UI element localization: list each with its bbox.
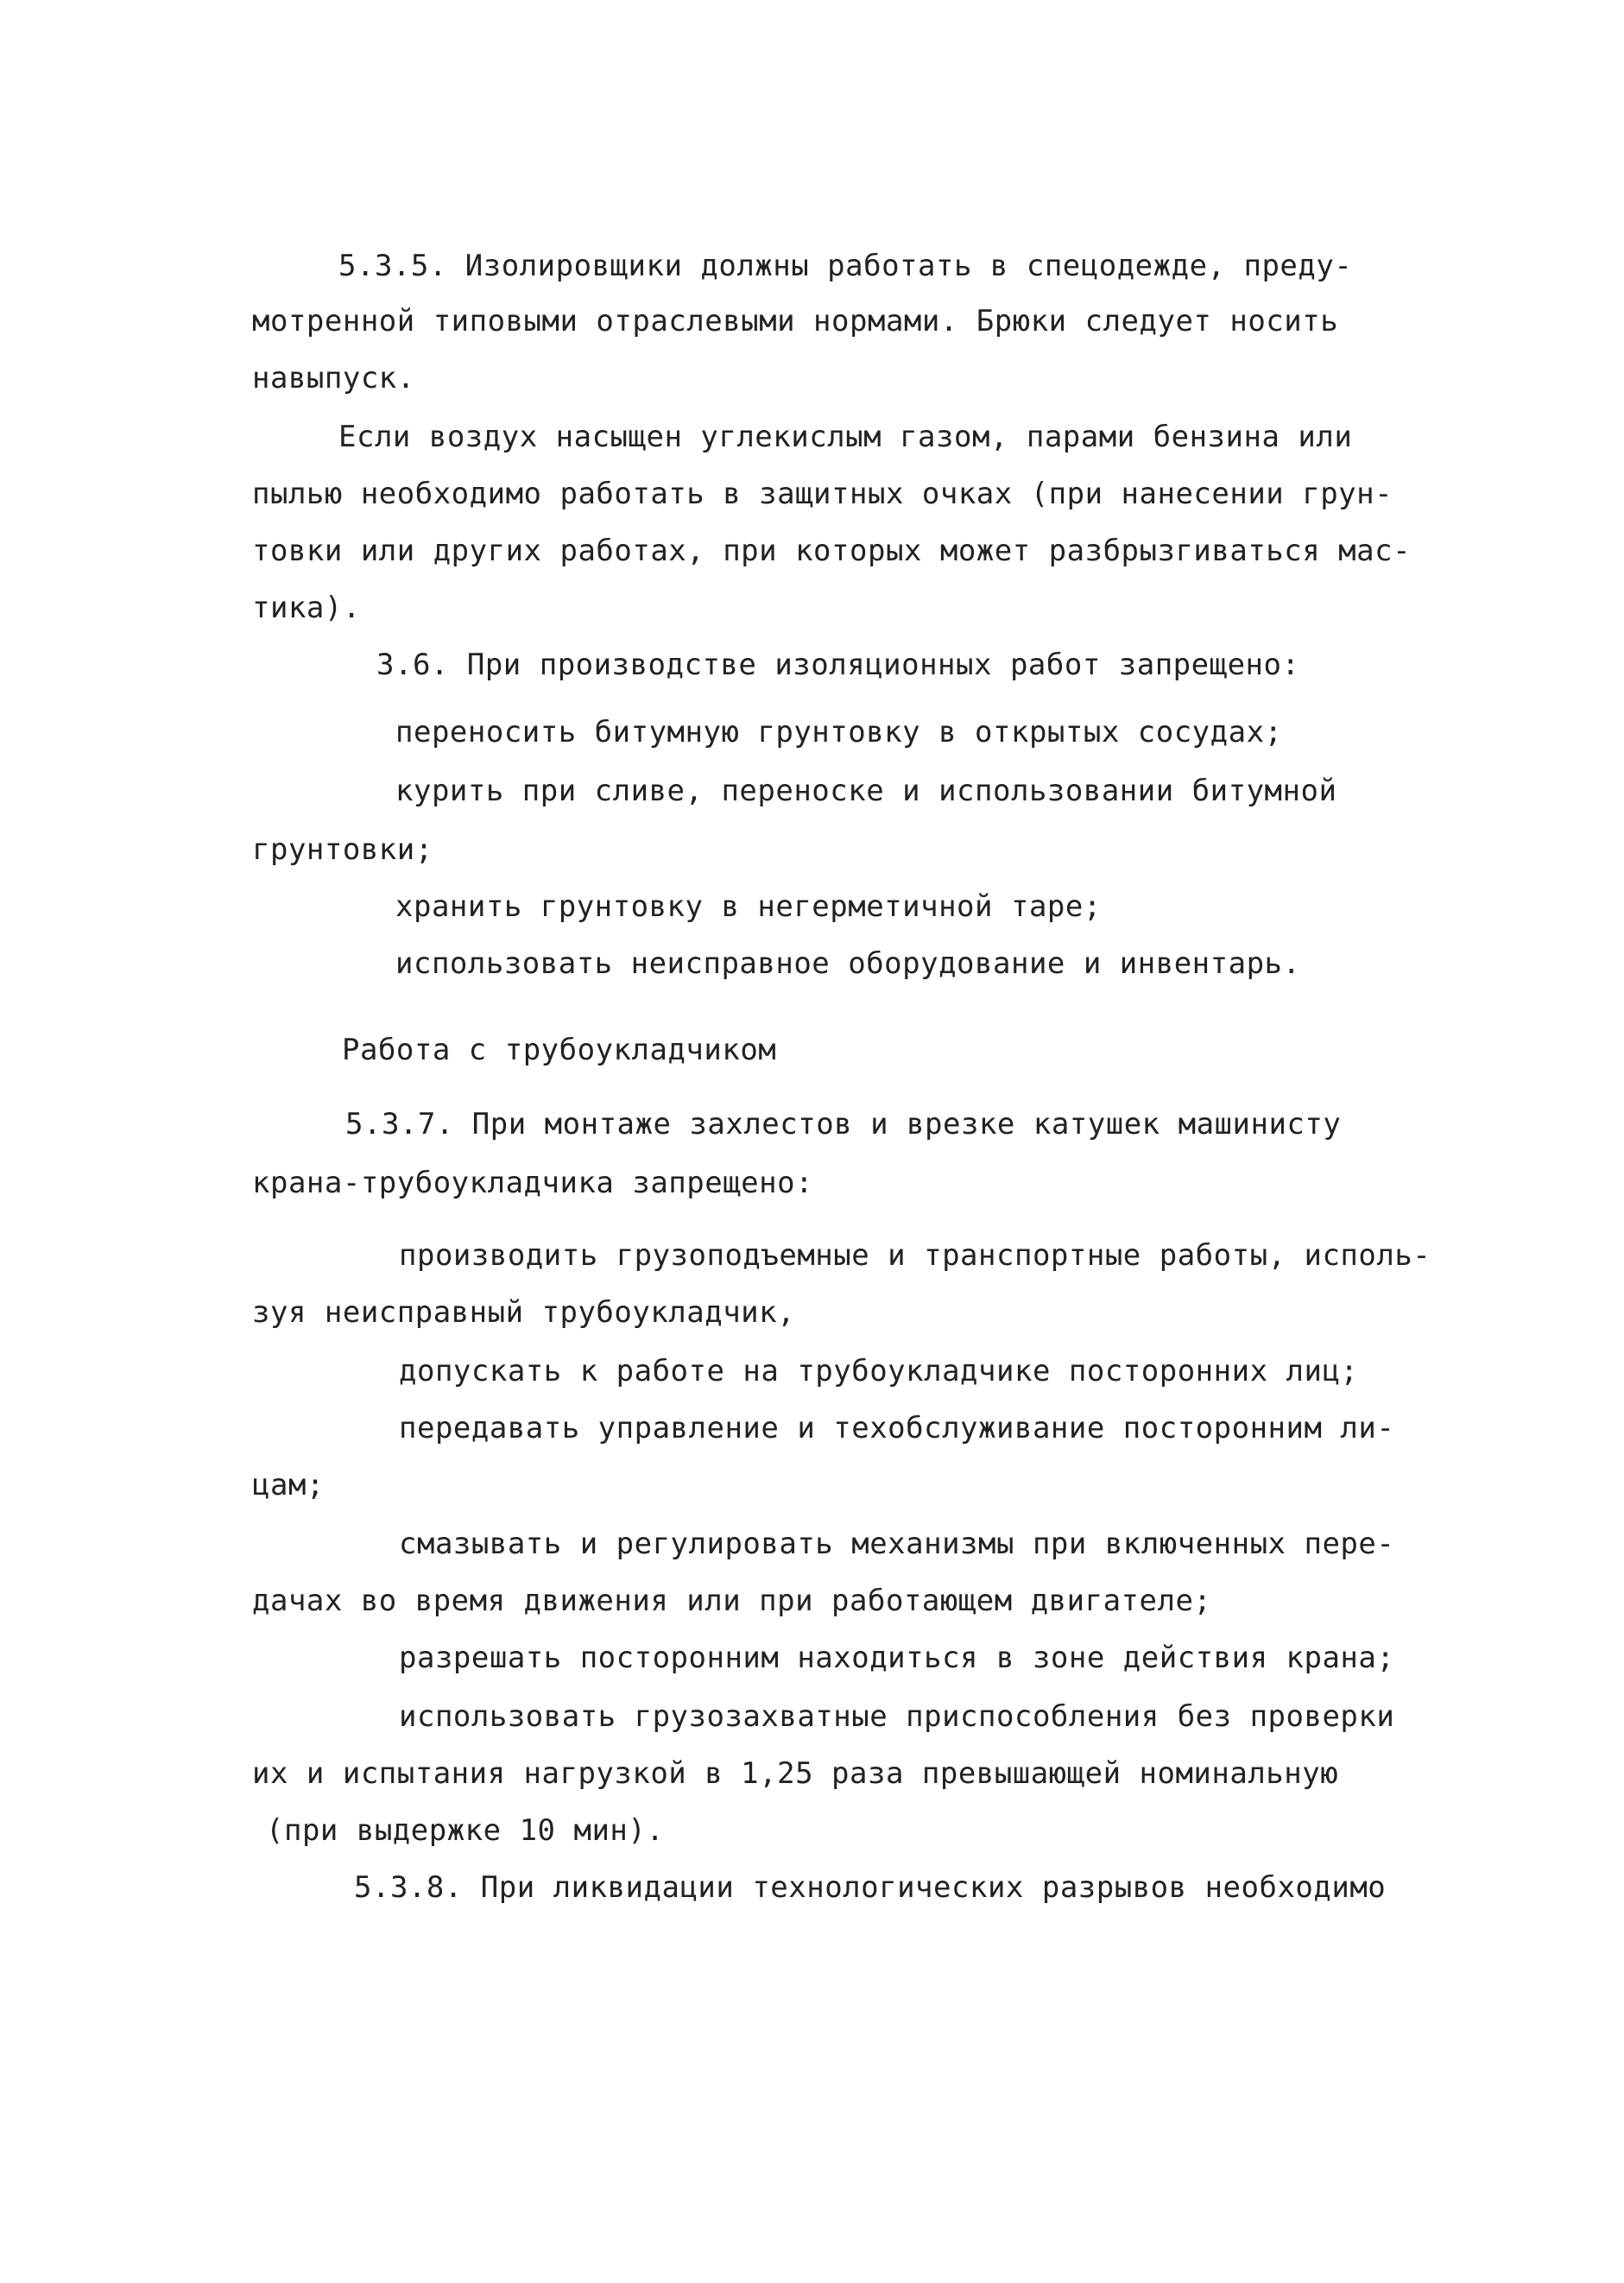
text-line-4: Если воздух насыщен углекислым газом, парами бензина или	[338, 420, 1353, 454]
text-line-13: использовать неисправное оборудование и инвентарь.	[395, 946, 1301, 981]
text-line-16: крана-трубоукладчика запрещено:	[252, 1166, 814, 1200]
text-line-9: переносить битумную грунтовку в открытых сосудах;	[395, 715, 1283, 749]
text-line-26: их и испытания нагрузкой в 1,25 раза превышающей номинальную	[252, 1756, 1339, 1791]
text-line-6: товки или других работах, при которых может разбрызгиваться мас-	[252, 534, 1412, 568]
text-line-20: передавать управление и техобслуживание посторонним ли-	[399, 1411, 1395, 1445]
text-line-25: использовать грузозахватные приспособления без проверки	[399, 1699, 1395, 1734]
text-line-11: грунтовки;	[252, 832, 433, 867]
text-line-19: допускать к работе на трубоукладчике посторонних лиц;	[399, 1354, 1359, 1388]
text-line-3: навыпуск.	[252, 361, 415, 395]
text-line-24: разрешать посторонним находиться в зоне действия крана;	[399, 1641, 1395, 1675]
subsection-title: Работа с трубоукладчиком	[342, 1033, 777, 1067]
text-line-2: мотренной типовыми отраслевыми нормами. Брюки следует носить	[252, 304, 1339, 338]
text-line-21: цам;	[252, 1468, 325, 1502]
text-line-18: зуя неисправный трубоукладчик,	[252, 1295, 796, 1330]
text-line-12: хранить грунтовку в негерметичной таре;	[395, 889, 1102, 924]
text-line-17: производить грузоподъемные и транспортные работы, исполь-	[399, 1238, 1431, 1273]
section-heading-3-6: 3.6. При производстве изоляционных работ запрещено:	[376, 648, 1300, 682]
text-line-22: смазывать и регулировать механизмы при включенных пере-	[399, 1527, 1395, 1561]
text-line-27: (при выдержке 10 мин).	[266, 1813, 665, 1848]
text-line-5: пылью необходимо работать в защитных очках (при нанесении грун-	[252, 477, 1393, 511]
text-line-10: курить при сливе, переноске и использовании битумной	[395, 774, 1337, 808]
text-line-28: 5.3.8. При ликвидации технологических разрывов необходимо	[354, 1870, 1387, 1905]
text-line-7: тика).	[252, 591, 361, 625]
text-line-1: 5.3.5. Изолировщики должны работать в спецодежде, преду-	[338, 249, 1353, 283]
text-line-23: дачах во время движения или при работающем двигателе;	[252, 1584, 1212, 1618]
text-line-15: 5.3.7. При монтаже захлестов и врезке катушек машинисту	[345, 1107, 1342, 1142]
